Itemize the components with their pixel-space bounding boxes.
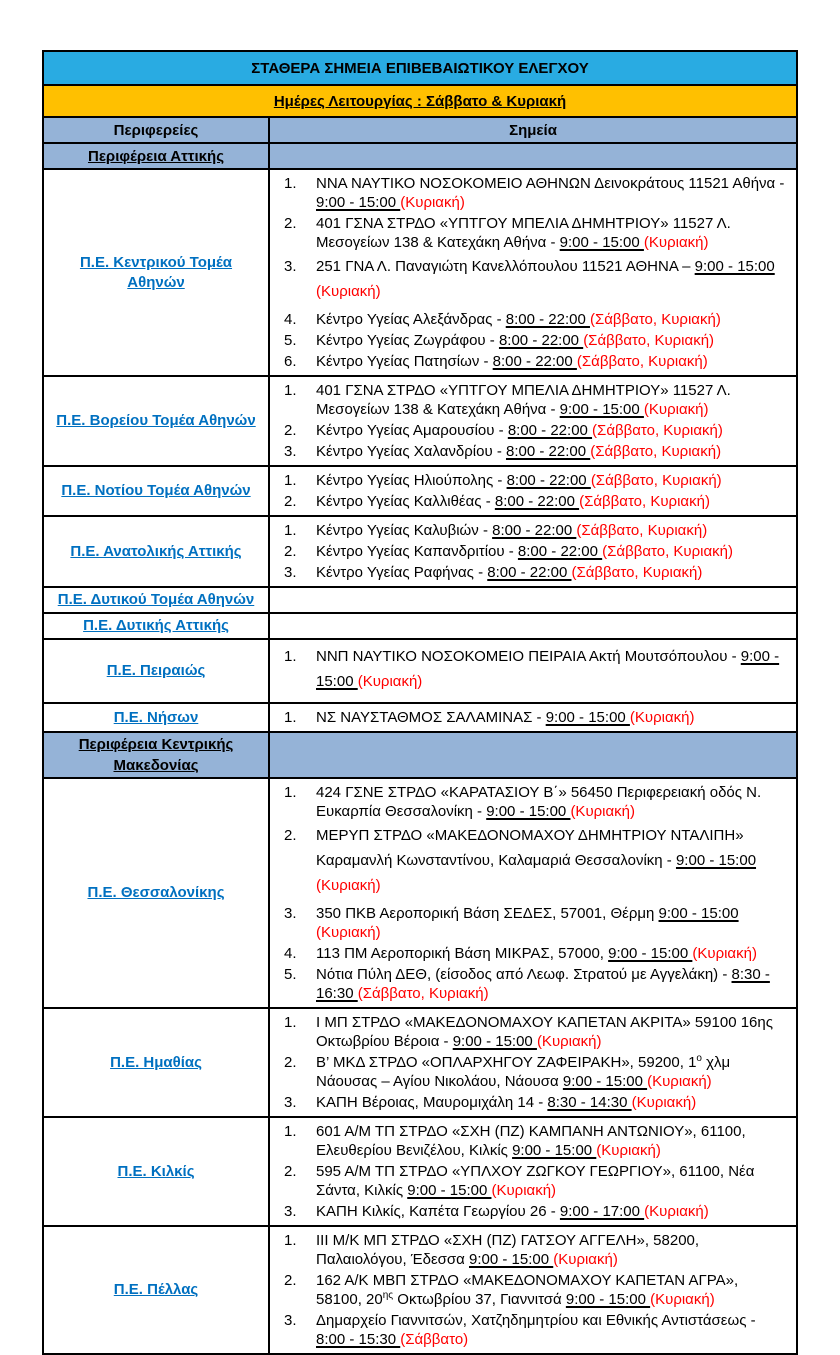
points-list — [270, 642, 788, 700]
points-list — [270, 706, 788, 729]
hours-text: 9:00 - 15:00 — [694, 258, 775, 275]
location-text: Κέντρο Υγείας Αλεξάνδρας - — [316, 311, 506, 328]
location-text: Κέντρο Υγείας Πατησίων - — [316, 353, 493, 370]
points-cell — [270, 704, 796, 731]
points-cell — [270, 170, 796, 375]
point-item — [270, 214, 788, 252]
operating-days-banner — [44, 86, 796, 118]
hours-text: 9:00 - 15:00 — [562, 1073, 648, 1090]
days-text: (Σάββατο, Κυριακή) — [590, 443, 722, 460]
region-row — [44, 640, 796, 704]
hours-text: 9:00 - 15:00 — [559, 234, 644, 251]
days-text: (Σάββατο, Κυριακή) — [576, 353, 708, 370]
region-row — [44, 614, 796, 640]
points-column-label: Σημεία — [509, 121, 557, 139]
operating-days-text: Ημέρες Λειτουργίας : Σάββατο & Κυριακή — [273, 92, 567, 110]
region-link[interactable]: Π.Ε. Πέλλας — [113, 1281, 199, 1298]
table-title: ΣΤΑΘΕΡΑ ΣΗΜΕΙΑ ΕΠΙΒΕΒΑΙΩΤΙΚΟΥ ΕΛΕΓΧΟΥ — [251, 59, 589, 77]
column-header-row — [44, 118, 796, 144]
days-text: (Σάββατο, Κυριακή) — [357, 985, 489, 1002]
points-cell — [270, 588, 796, 612]
region-link[interactable]: Π.Ε. Νήσων — [113, 708, 199, 726]
superscript-text: ο — [696, 1053, 702, 1064]
point-item — [270, 1093, 788, 1112]
days-text: (Κυριακή) — [316, 924, 381, 941]
point-item — [270, 1311, 788, 1349]
section-header-label: Περιφέρεια Κεντρικής Μακεδονίας — [78, 736, 234, 774]
hours-text: 8:00 - 22:00 — [492, 353, 577, 370]
point-item — [270, 1053, 788, 1091]
region-link[interactable]: Π.Ε. Δυτικού Τομέα Αθηνών — [57, 591, 255, 608]
region-link[interactable]: Π.Ε. Δυτικής Αττικής — [83, 617, 229, 634]
location-text: ΝΣ ΝΑΥΣΤΑΘΜΟΣ ΣΑΛΑΜΙΝΑΣ - — [316, 709, 546, 726]
location-text: Κέντρο Υγείας Χαλανδρίου - — [316, 443, 506, 460]
location-text: 401 ΓΣΝΑ ΣΤΡΔΟ «ΥΠΤΓΟΥ ΜΠΕΛΙΑ ΔΗΜΗΤΡΙΟΥ» 11527 Λ. Μεσογείων 138 & Κατεχάκη Αθήνα - — [316, 382, 731, 418]
location-text: 424 ΓΣΝΕ ΣΤΡΔΟ «ΚΑΡΑΤΑΣΙΟΥ Β΄» 56450 Περιφερειακή οδός Ν. Ευκαρπία Θεσσαλονίκη - — [316, 784, 762, 820]
region-row — [44, 779, 796, 1009]
point-item — [270, 563, 788, 582]
regions-column-label: Περιφερείες — [113, 121, 199, 139]
days-text: (Σάββατο, Κυριακή) — [576, 522, 708, 539]
region-link[interactable]: Π.Ε. Κεντρικού Τομέα Αθηνών — [79, 253, 233, 291]
point-item — [270, 1202, 788, 1221]
point-item — [270, 254, 788, 304]
point-item — [270, 471, 788, 490]
point-item — [270, 644, 788, 694]
region-cell — [44, 588, 270, 612]
location-text: 595 Α/Μ ΤΠ ΣΤΡΔΟ «ΥΠΛΧΟΥ ΖΩΓΚΟΥ ΓΕΩΡΓΙΟΥ», 61100, Νέα Σάντα, Κιλκίς — [316, 1163, 755, 1199]
section-header-empty-cell — [270, 144, 796, 168]
points-cell — [270, 614, 796, 638]
point-item — [270, 944, 788, 963]
days-text: (Κυριακή) — [570, 803, 636, 820]
hours-text: 8:00 - 15:30 — [316, 1331, 401, 1348]
section-header-label: Περιφέρεια Αττικής — [87, 147, 224, 165]
hours-text: 8:00 - 22:00 — [498, 332, 584, 349]
points-cell — [270, 467, 796, 515]
location-text: Κέντρο Υγείας Καλυβιών - — [316, 522, 493, 539]
points-cell — [270, 517, 796, 586]
location-text: Κέντρο Υγείας Καπανδριτίου - — [316, 543, 518, 560]
location-text: Κέντρο Υγείας Αμαρουσίου - — [316, 422, 508, 439]
days-text: (Κυριακή) — [692, 945, 757, 962]
location-text: 401 ΓΣΝΑ ΣΤΡΔΟ «ΥΠΤΓΟΥ ΜΠΕΛΙΑ ΔΗΜΗΤΡΙΟΥ» 11527 Λ. Μεσογείων 138 & Κατεχάκη Αθήνα - — [316, 215, 731, 251]
points-list — [270, 519, 788, 584]
region-link[interactable]: Π.Ε. Κιλκίς — [117, 1162, 195, 1180]
point-item — [270, 331, 788, 350]
days-text: (Κυριακή) — [316, 283, 381, 300]
region-row — [44, 1009, 796, 1118]
hours-text: 9:00 - 15:00 — [545, 709, 630, 726]
point-item — [270, 965, 788, 1003]
location-text: Δημαρχείο Γιαννιτσών, Χατζηδημητρίου και Εθνικής Αντιστάσεως - — [316, 1312, 756, 1329]
days-text: (Κυριακή) — [643, 234, 709, 251]
region-link[interactable]: Π.Ε. Πειραιώς — [106, 662, 206, 679]
hours-text: 9:00 - 15:00 — [452, 1033, 537, 1050]
location-text: ΝΝΑ ΝΑΥΤΙΚΟ ΝΟΣΟΚΟΜΕΙΟ ΑΘΗΝΩΝ Δεινοκράτους 11521 Αθήνα - — [316, 175, 785, 192]
region-cell — [44, 377, 270, 465]
column-header-regions — [44, 118, 270, 142]
point-item — [270, 1122, 788, 1160]
location-text: ΚΑΠΗ Κιλκίς, Καπέτα Γεωργίου 26 - — [316, 1203, 560, 1220]
hours-text: 9:00 - 15:00 — [559, 401, 644, 418]
location-text: ΚΑΠΗ Βέροιας, Μαυρομιχάλη 14 - — [316, 1094, 548, 1111]
location-text: Κέντρο Υγείας Ηλιούπολης - — [316, 472, 507, 489]
location-text: Κέντρο Υγείας Καλλιθέας - — [316, 493, 495, 510]
region-cell — [44, 614, 270, 638]
hours-text: 8:00 - 22:00 — [494, 493, 580, 510]
points-list — [270, 172, 788, 373]
hours-text: 8:30 - 14:30 — [547, 1094, 632, 1111]
days-text: (Σάββατο, Κυριακή) — [571, 564, 703, 581]
days-text: (Κυριακή) — [316, 877, 381, 894]
hours-text: 9:00 - 15:00 — [565, 1291, 651, 1308]
location-text: ΙΙΙ Μ/Κ ΜΠ ΣΤΡΔΟ «ΣΧΗ (ΠΖ) ΓΑΤΣΟΥ ΑΓΓΕΛΗ», 58200, Παλαιολόγου, Έδεσσα — [316, 1232, 700, 1268]
region-link[interactable]: Π.Ε. Θεσσαλονίκης — [87, 884, 225, 901]
point-item — [270, 542, 788, 561]
checkpoints-table — [42, 50, 798, 1355]
region-row — [44, 704, 796, 733]
days-text: (Σάββατο, Κυριακή) — [590, 472, 722, 489]
days-text: (Κυριακή) — [536, 1033, 602, 1050]
region-row — [44, 1227, 796, 1353]
days-text: (Σάββατο, Κυριακή) — [589, 311, 721, 328]
location-text: Νότια Πύλη ΔΕΘ, (είσοδος από Λεωφ. Στρατού με Αγγελάκη) - — [316, 966, 732, 983]
days-text: (Σάββατο, Κυριακή) — [583, 332, 715, 349]
region-link[interactable]: Π.Ε. Νοτίου Τομέα Αθηνών — [61, 482, 251, 499]
location-text: Κέντρο Υγείας Ραφήνας - — [316, 564, 488, 581]
points-list — [270, 781, 788, 1005]
column-header-points — [270, 118, 796, 142]
region-row — [44, 588, 796, 614]
region-link[interactable]: Π.Ε. Ανατολικής Αττικής — [70, 542, 242, 560]
days-text: (Κυριακή) — [400, 194, 465, 211]
points-list — [270, 1120, 788, 1223]
hours-text: 9:00 - 15:00 — [316, 194, 401, 211]
region-row — [44, 517, 796, 588]
point-item — [270, 1231, 788, 1269]
days-text: (Κυριακή) — [596, 1142, 661, 1159]
days-text: (Κυριακή) — [650, 1291, 715, 1308]
region-link[interactable]: Π.Ε. Βορείου Τομέα Αθηνών — [56, 412, 256, 429]
days-text: (Κυριακή) — [629, 709, 695, 726]
region-cell — [44, 704, 270, 731]
region-row — [44, 467, 796, 517]
hours-text: 8:00 - 22:00 — [487, 564, 572, 581]
point-item — [270, 492, 788, 511]
point-item — [270, 1271, 788, 1309]
points-cell — [270, 1227, 796, 1353]
point-item — [270, 1162, 788, 1200]
days-text: (Κυριακή) — [644, 1203, 709, 1220]
location-text: ΝΝΠ ΝΑΥΤΙΚΟ ΝΟΣΟΚΟΜΕΙΟ ΠΕΙΡΑΙΑ Ακτή Μουτσόπουλου - — [316, 648, 741, 665]
point-item — [270, 421, 788, 440]
location-text: Ι ΜΠ ΣΤΡΔΟ «ΜΑΚΕΔΟΝΟΜΑΧΟΥ ΚΑΠΕΤΑΝ ΑΚΡΙΤΑ» 59100 16ης Οκτωβρίου Βέροια - — [316, 1014, 773, 1050]
region-cell — [44, 467, 270, 515]
location-text: 601 Α/Μ ΤΠ ΣΤΡΔΟ «ΣΧΗ (ΠΖ) ΚΑΜΠΑΝΗ ΑΝΤΩΝΙΟΥ», 61100, Ελευθερίου Βενιζέλου, Κιλκίς — [316, 1123, 746, 1159]
section-header-empty-cell — [270, 733, 796, 777]
location-text: 350 ΠΚΒ Αεροπορική Βάση ΣΕΔΕΣ, 57001, Θέρμη — [316, 905, 659, 922]
region-cell — [44, 1009, 270, 1116]
section-header-cell — [44, 733, 270, 777]
superscript-text: ης — [382, 1290, 394, 1301]
point-item — [270, 174, 788, 212]
region-cell — [44, 517, 270, 586]
hours-text: 8:00 - 22:00 — [492, 522, 577, 539]
hours-text: 9:00 - 15:00 — [658, 905, 739, 922]
points-list — [270, 379, 788, 463]
region-row — [44, 170, 796, 377]
hours-text: 8:30 - 16:30 — [316, 966, 770, 1002]
points-cell — [270, 377, 796, 465]
hours-text: 8:00 - 22:00 — [505, 443, 591, 460]
point-item — [270, 708, 788, 727]
points-cell — [270, 779, 796, 1007]
days-text: (Κυριακή) — [491, 1182, 557, 1199]
location-text: Κέντρο Υγείας Ζωγράφου - — [316, 332, 499, 349]
hours-text: 9:00 - 15:00 — [407, 1182, 492, 1199]
point-item — [270, 783, 788, 821]
hours-text: 9:00 - 15:00 — [469, 1251, 554, 1268]
hours-text: 9:00 - 17:00 — [559, 1203, 645, 1220]
point-item — [270, 310, 788, 329]
region-link[interactable]: Π.Ε. Ημαθίας — [110, 1053, 202, 1071]
point-item — [270, 904, 788, 942]
points-cell — [270, 1009, 796, 1116]
region-cell — [44, 1118, 270, 1225]
region-cell — [44, 170, 270, 375]
points-cell — [270, 640, 796, 702]
hours-text: 9:00 - 15:00 — [512, 1142, 597, 1159]
region-cell — [44, 779, 270, 1007]
hours-text: 8:00 - 22:00 — [505, 311, 590, 328]
points-list — [270, 469, 788, 513]
hours-text: 9:00 - 15:00 — [608, 945, 693, 962]
location-text: ΜΕΡΥΠ ΣΤΡΔΟ «ΜΑΚΕΔΟΝΟΜΑΧΟΥ ΔΗΜΗΤΡΙΟΥ ΝΤΑΛΙΠΗ» Καραμανλή Κωνσταντίνου, Καλαμαριά Θεσσαλονίκη - — [316, 827, 744, 869]
point-item — [270, 442, 788, 461]
location-text: 162 Α/Κ ΜΒΠ ΣΤΡΔΟ «ΜΑΚΕΔΟΝΟΜΑΧΟΥ ΚΑΠΕΤΑΝ ΑΓΡΑ», 58100, 20 — [316, 1272, 739, 1308]
point-item — [270, 1013, 788, 1051]
days-text: (Κυριακή) — [643, 401, 709, 418]
days-text: (Σάββατο, Κυριακή) — [592, 422, 723, 439]
days-text: (Κυριακή) — [357, 673, 423, 690]
days-text: (Σάββατο, Κυριακή) — [602, 543, 733, 560]
days-text: (Σάββατο) — [400, 1331, 469, 1348]
region-cell — [44, 1227, 270, 1353]
location-text: Οκτωβρίου 37, Γιαννιτσά — [393, 1291, 566, 1308]
point-item — [270, 823, 788, 898]
points-list — [270, 1229, 788, 1351]
section-header-row — [44, 144, 796, 170]
points-cell — [270, 1118, 796, 1225]
days-text: (Κυριακή) — [553, 1251, 618, 1268]
points-list — [270, 1011, 788, 1114]
point-item — [270, 352, 788, 371]
region-row — [44, 1118, 796, 1227]
point-item — [270, 521, 788, 540]
days-text: (Κυριακή) — [647, 1073, 712, 1090]
section-header-row — [44, 733, 796, 779]
hours-text: 9:00 - 15:00 — [486, 803, 571, 820]
region-cell — [44, 640, 270, 702]
region-row — [44, 377, 796, 467]
table-body — [44, 144, 796, 1353]
hours-text: 9:00 - 15:00 — [316, 648, 780, 690]
hours-text: 9:00 - 15:00 — [675, 852, 757, 869]
hours-text: 8:00 - 22:00 — [506, 472, 591, 489]
location-text: χλμ Νάουσας – Αγίου Νικολάου, Νάουσα — [316, 1054, 731, 1090]
location-text: 113 ΠΜ Αεροπορική Βάση ΜΙΚΡΑΣ, 57000, — [316, 945, 609, 962]
hours-text: 8:00 - 22:00 — [517, 543, 603, 560]
point-item — [270, 381, 788, 419]
table-title-banner — [44, 52, 796, 86]
location-text: Β’ ΜΚΔ ΣΤΡΔΟ «ΟΠΛΑΡΧΗΓΟΥ ΖΑΦΕΙΡΑΚΗ», 59200, 1 — [316, 1054, 697, 1071]
hours-text: 8:00 - 22:00 — [507, 422, 593, 439]
section-header-cell — [44, 144, 270, 168]
days-text: (Σάββατο, Κυριακή) — [579, 493, 710, 510]
location-text: 251 ΓΝΑ Λ. Παναγιώτη Κανελλόπουλου 11521 ΑΘΗΝΑ – — [316, 258, 695, 275]
days-text: (Κυριακή) — [631, 1094, 697, 1111]
